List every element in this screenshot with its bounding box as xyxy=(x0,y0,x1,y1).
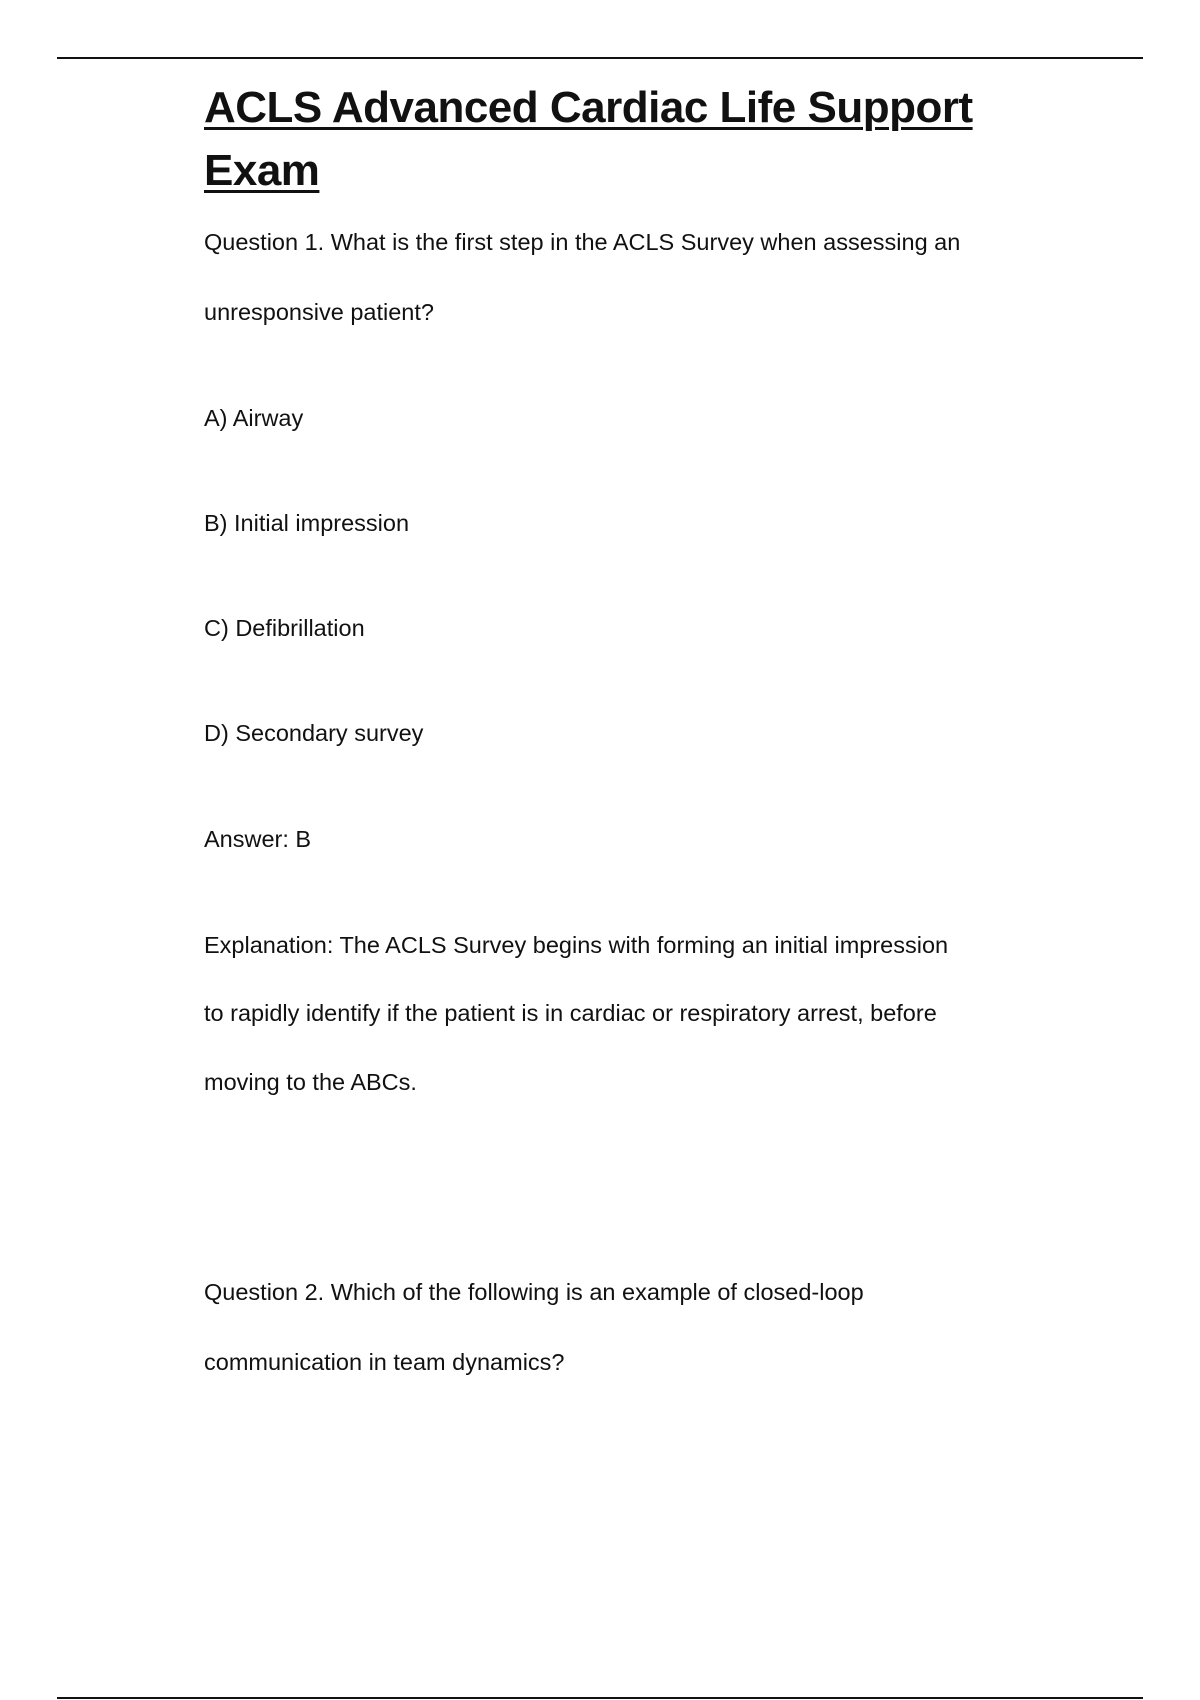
top-rule xyxy=(57,57,1143,59)
title-line-2: Exam xyxy=(204,146,320,195)
question-1-explanation-line-1: Explanation: The ACLS Survey begins with forming an initial impression xyxy=(204,932,949,958)
question-1-explanation-line-3: moving to the ABCs. xyxy=(204,1069,417,1095)
bottom-rule xyxy=(57,1697,1143,1699)
question-1-explanation-line-2: to rapidly identify if the patient is in cardiac or respiratory arrest, before xyxy=(204,1000,937,1026)
question-2-text-line-1: Question 2. Which of the following is an example of closed-loop xyxy=(204,1279,864,1305)
question-1-answer: Answer: B xyxy=(204,826,312,852)
question-1-option-b: B) Initial impression xyxy=(204,510,410,536)
question-1-text-line-1: Question 1. What is the first step in the ACLS Survey when assessing an xyxy=(204,229,961,255)
question-1-option-d: D) Secondary survey xyxy=(204,720,424,746)
title-line-1: ACLS Advanced Cardiac Life Support xyxy=(204,83,973,132)
question-1-option-a: A) Airway xyxy=(204,405,304,431)
question-2-text-line-2: communication in team dynamics? xyxy=(204,1349,565,1375)
question-1-text-line-2: unresponsive patient? xyxy=(204,299,434,325)
question-1-option-c: C) Defibrillation xyxy=(204,615,365,641)
page-title xyxy=(204,76,1104,202)
